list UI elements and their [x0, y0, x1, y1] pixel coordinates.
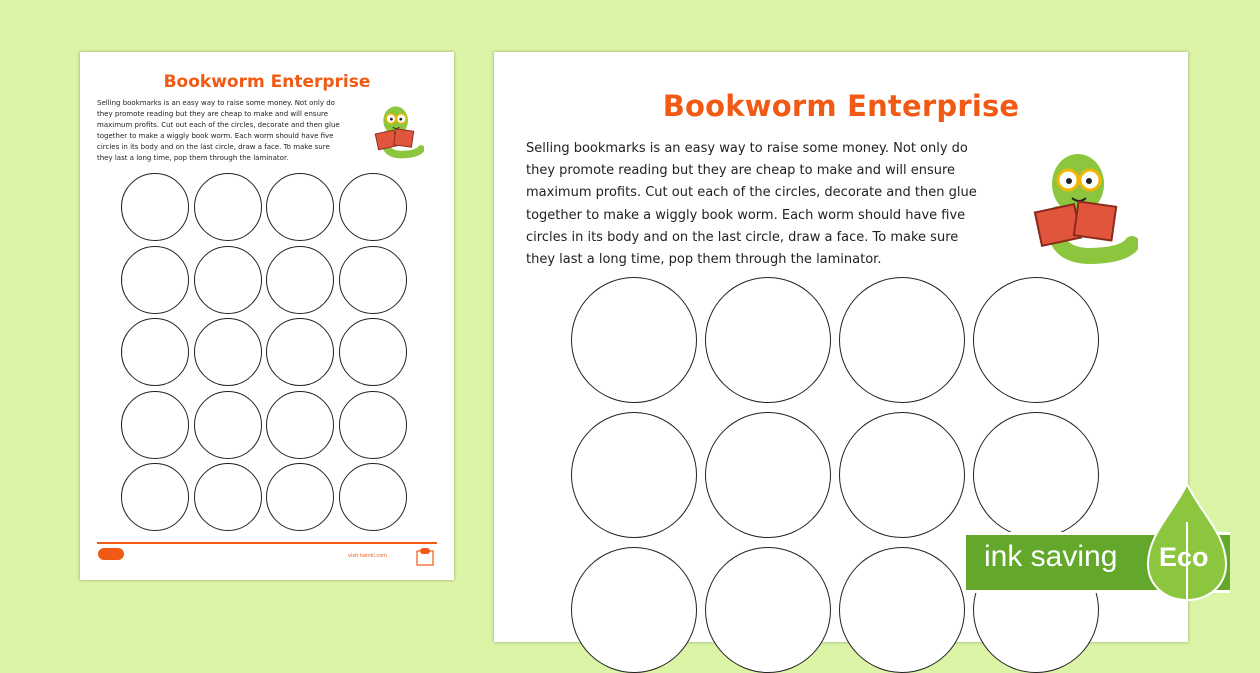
intro-line: Selling bookmarks is an easy way to raise some money. Not only do: [526, 141, 968, 156]
cut-out-circle: [121, 463, 189, 531]
intro-line: they last a long time, pop them through the laminator.: [526, 252, 882, 268]
intro-line: circles in its body and on the last circle, draw a face. To make sure: [97, 143, 330, 151]
cut-out-circle: [571, 547, 697, 673]
intro-text: [526, 138, 986, 271]
cut-out-circle: [194, 463, 262, 531]
cut-out-circle: [705, 412, 831, 538]
intro-text: [97, 98, 395, 164]
cut-out-circle: [339, 173, 407, 241]
intro-line: maximum profits. Cut out each of the circles, decorate and then glue: [526, 185, 977, 201]
intro-line: they promote reading but they are cheap to make and will ensure: [97, 110, 329, 118]
page-title: Bookworm Enterprise: [163, 72, 371, 92]
cut-out-circle: [571, 277, 697, 403]
ink-saving-label: ink saving: [984, 540, 1118, 573]
footer-url: visit twinkl.com: [348, 553, 388, 559]
cut-out-circle: [194, 391, 262, 459]
cut-out-circle: [121, 246, 189, 314]
twinkl-badge-icon: [415, 547, 435, 567]
worksheet-thumbnail: [80, 52, 454, 580]
cut-out-circle: [266, 246, 334, 314]
cut-out-circle: [194, 318, 262, 386]
footer-divider: [97, 542, 437, 544]
cut-out-circle: [266, 463, 334, 531]
cut-out-circle: [266, 173, 334, 241]
cut-out-circle: [266, 391, 334, 459]
intro-line: maximum profits. Cut out each of the circles, decorate and then glue: [97, 121, 340, 129]
cut-out-circle: [571, 412, 697, 538]
cut-out-circle: [339, 391, 407, 459]
twinkl-logo-icon: [98, 548, 124, 560]
eco-tag: Eco: [1159, 542, 1209, 572]
cut-out-circle: [194, 246, 262, 314]
intro-line: together to make a wiggly book worm. Each worm should have five: [526, 207, 966, 223]
cut-out-circle: [121, 318, 189, 386]
cut-out-circle: [339, 246, 407, 314]
page-title: Bookworm Enterprise: [662, 89, 1020, 123]
cut-out-circle: [839, 277, 965, 403]
cut-out-circle: [705, 547, 831, 673]
cut-out-circle: [121, 173, 189, 241]
eco-ink-saving-badge: [966, 482, 1230, 612]
cut-out-circle: [121, 391, 189, 459]
cut-out-circle: [266, 318, 334, 386]
cut-out-circle: [339, 318, 407, 386]
cut-out-circle: [339, 463, 407, 531]
intro-line: circles in its body and on the last circle, draw a face. To make sure: [526, 229, 959, 245]
intro-line: they last a long time, pop them through the laminator.: [97, 154, 289, 162]
cut-out-circle: [705, 277, 831, 403]
bookworm-icon: [372, 98, 424, 162]
intro-line: they promote reading but they are cheap to make and will ensure: [526, 163, 956, 179]
cut-out-circle: [839, 547, 965, 673]
intro-line: together to make a wiggly book worm. Each worm should have five: [97, 132, 334, 140]
cut-out-circle: [839, 412, 965, 538]
cut-out-circle: [973, 277, 1099, 403]
intro-line: Selling bookmarks is an easy way to raise some money. Not only do: [97, 99, 335, 107]
bookworm-icon: [1028, 144, 1138, 264]
cut-out-circle: [194, 173, 262, 241]
